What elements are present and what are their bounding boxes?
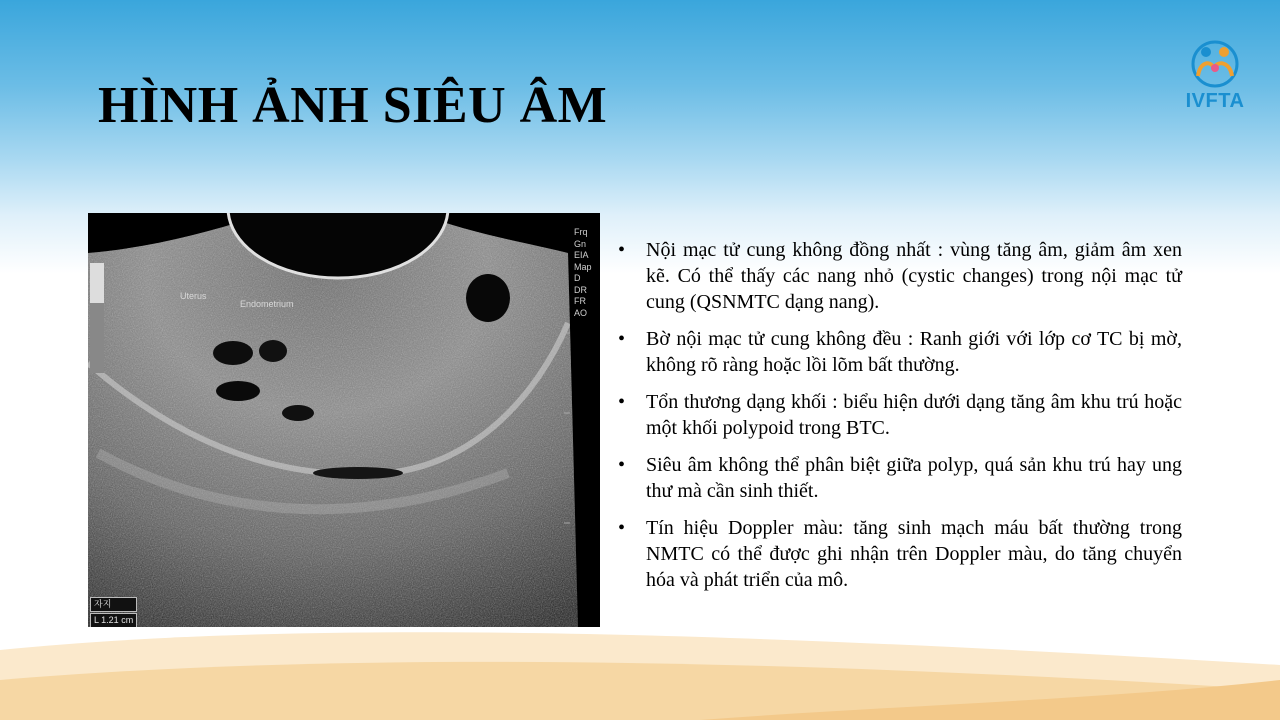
side-menu-item: AO (574, 307, 588, 318)
uterus-label: Uterus (180, 291, 207, 301)
side-menu-item: Gn (574, 238, 587, 249)
bullet-text: Tổn thương dạng khối : biểu hiện dưới dạng tăng âm khu trú hoặc một khối polypoid trong BTC. (646, 391, 1182, 439)
measurement-top: 자지 (90, 597, 137, 612)
bullet-text: Bờ nội mạc tử cung không đều : Ranh giới với lớp cơ TC bị mờ, không rõ ràng hoặc lồi lõm bất thường. (646, 328, 1182, 376)
slide-title: HÌNH ẢNH SIÊU ÂM (98, 77, 608, 134)
ultrasound-scan-graphic (88, 213, 600, 627)
bullet-item (618, 237, 1182, 315)
bullet-dot-icon: • (618, 328, 626, 350)
measurement-length: L 1.21 cm (90, 613, 137, 627)
findings-bullet-list (618, 237, 1182, 604)
bullet-dot-icon: • (618, 517, 626, 539)
side-menu-item: Map (574, 261, 592, 272)
bullet-dot-icon: • (618, 391, 626, 413)
bullet-item (618, 389, 1182, 441)
endometrium-label: Endometrium (240, 299, 294, 309)
ivfta-logo (1176, 38, 1254, 120)
ultrasound-side-menu (574, 227, 598, 319)
bullet-item (618, 326, 1182, 378)
bullet-text: Tín hiệu Doppler màu: tăng sinh mạch máu bất thường trong NMTC có thể được ghi nhận trên Doppler màu, do tăng chuyển hóa và phát triển của mô. (646, 517, 1182, 591)
side-menu-item: D (574, 273, 581, 283)
ivfta-family-logo-icon (1176, 38, 1254, 90)
bullet-item (618, 515, 1182, 593)
ultrasound-image (88, 213, 600, 627)
bullet-dot-icon: • (618, 454, 626, 476)
measurement-readout (90, 597, 137, 627)
bullet-dot-icon: • (618, 239, 626, 261)
bullet-text: Siêu âm không thể phân biệt giữa polyp, quá sản khu trú hay ung thư mà cần sinh thiết. (646, 454, 1182, 502)
bullet-text: Nội mạc tử cung không đồng nhất : vùng tăng âm, giảm âm xen kẽ. Có thể thấy các nang nhỏ (cystic changes) trong nội mạc tử cung (QSNMTC dạng nang). (646, 239, 1182, 313)
side-menu-item: Frq (574, 227, 588, 237)
bullet-item (618, 452, 1182, 504)
side-menu-item: FR (574, 296, 586, 306)
logo-text: IVFTA (1185, 90, 1245, 112)
side-menu-item: EIA (574, 250, 589, 260)
side-menu-item: DR (574, 284, 587, 295)
